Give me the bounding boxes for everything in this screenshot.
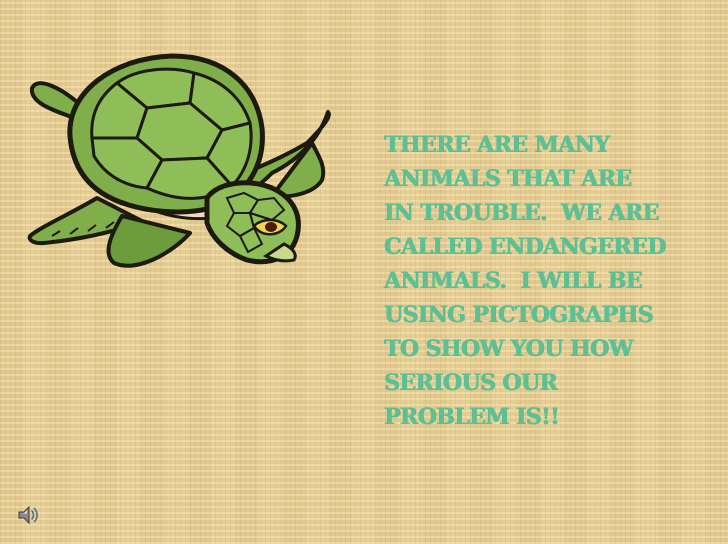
- message-line: TO SHOW YOU HOW: [384, 336, 633, 362]
- slide-message: [384, 128, 684, 434]
- message-line: PROBLEM IS!!: [384, 404, 560, 430]
- message-line: ANIMALS THAT ARE: [384, 166, 632, 192]
- message-line: ANIMALS. I WILL BE: [384, 268, 642, 294]
- message-line: IN TROUBLE. WE ARE: [384, 200, 659, 226]
- message-line: CALLED ENDANGERED: [384, 234, 666, 260]
- message-line: SERIOUS OUR: [384, 370, 558, 396]
- message-line: USING PICTOGRAPHS: [384, 302, 653, 328]
- sea-turtle-illustration: [22, 48, 342, 288]
- speaker-icon[interactable]: [16, 503, 40, 527]
- message-line: THERE ARE MANY: [384, 132, 610, 158]
